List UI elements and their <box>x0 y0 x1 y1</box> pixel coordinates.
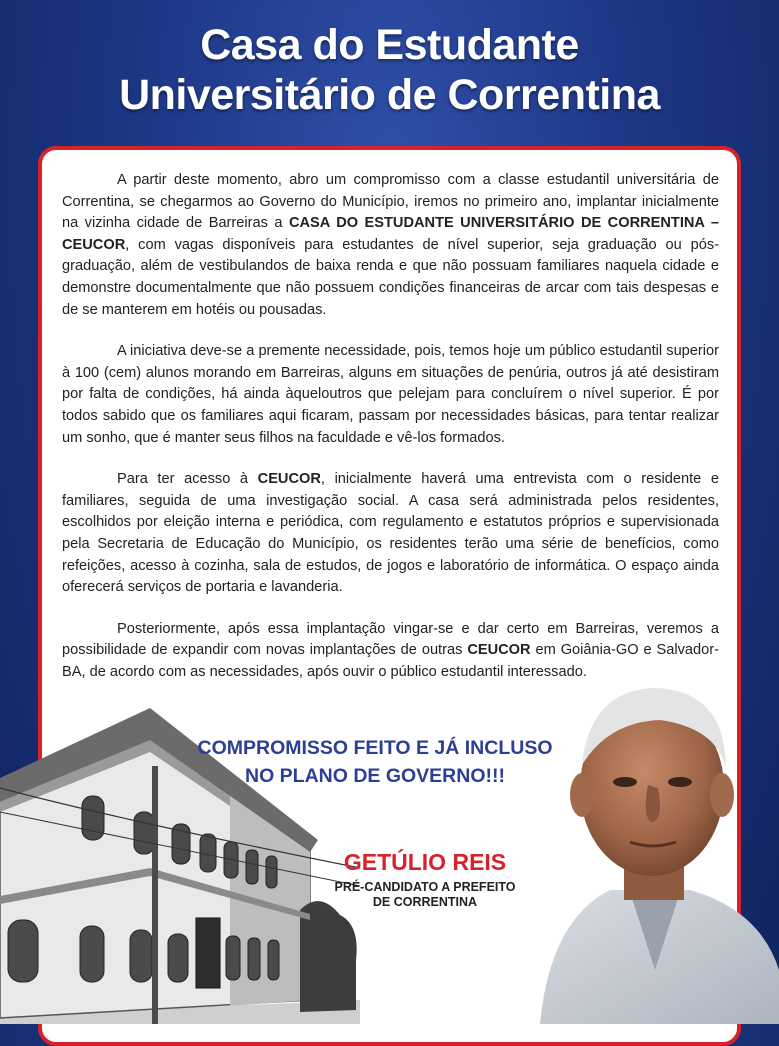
paragraph-4-bold: CEUCOR <box>467 642 531 659</box>
slogan <box>180 734 570 790</box>
title-line-1: Casa do Estudante <box>200 21 579 69</box>
title-line-2: Universitário de Correntina <box>119 71 660 119</box>
paragraph-3-bold: CEUCOR <box>257 471 321 488</box>
paragraph-3-text-b: , inicialmente haverá uma entrevista com o residente e familiares, seguida de uma investigação social. A casa será administrada pelos residentes, escolhidos por eleição interna e periódica, com regulamento e estatutos próprios e supervisionada pela Secretaria de Educação do Município, os residentes terão uma série de benefícios, como refeições, acesso à cozinha, sala de estudos, de jogos e laboratório de informática. O espaço ainda oferecerá serviços de portaria e lavanderia. <box>62 471 720 596</box>
paragraph-1-text-a: A partir deste momento, abro um compromisso com a classe estudantil universitária de Correntina, se chegarmos ao Governo do Município, iremos no primeiro ano, implantar inicialmente na vizinha cidade de Barreiras a <box>62 172 719 232</box>
paragraph-1-text-b: , com vagas disponíveis para estudantes de nível superior, seja graduação ou pós-graduação, além de vestibulandos de baixa renda e que não possuam familiares naquela cidade e demonstre documentalmente que não possuem condições financeiras de arcar com tais despesas e de se manterem em hotéis ou pousadas. <box>62 236 719 318</box>
slogan-line-2: NO PLANO DE GOVERNO!!! <box>244 765 505 787</box>
candidate-role-line-1: PRÉ-CANDIDATO A PREFEITO <box>334 880 516 894</box>
paragraph-1-bold: CASA DO ESTUDANTE UNIVERSITÁRIO DE CORRENTINA – CEUCOR <box>62 215 719 253</box>
paragraph-2: A iniciativa deve-se a premente necessidade, pois, temos hoje um público estudantil superior à 100 (cem) alunos morando em Barreiras, alguns em situações de penúria, outros já até desistiram por falta de condições, há ainda àqueloutros que pelejam para concluírem o nível superior. É por todos sabido que os familiares aqui ficaram, passam por necessidades básicas, para tentar realizar um sonho, que é manter seus filhos na faculdade e vê-los formados. <box>62 343 719 446</box>
slogan-line-1: COMPROMISSO FEITO E JÁ INCLUSO <box>197 737 553 759</box>
candidate-portrait <box>520 670 779 1024</box>
paragraph-4-text-a: Posteriormente, após essa implantação vingar-se e dar certo em Barreiras, veremos a possibilidade de expandir com novas implantações de outras <box>62 620 719 659</box>
body-text <box>62 170 719 703</box>
candidate-name: GETÚLIO REIS <box>343 849 507 875</box>
candidate-role-line-2: DE CORRENTINA <box>372 895 478 909</box>
page-title <box>0 20 779 120</box>
paragraph-3-text-a: Para ter acesso à <box>117 471 258 488</box>
candidate-role <box>320 880 530 910</box>
paragraph-3 <box>62 469 719 599</box>
paragraph-4-text-b: em Goiânia-GO e Salvador-BA, de acordo com as necessidades, após ouvir o público estudantil interessado. <box>62 642 719 680</box>
paragraph-1 <box>62 170 719 321</box>
